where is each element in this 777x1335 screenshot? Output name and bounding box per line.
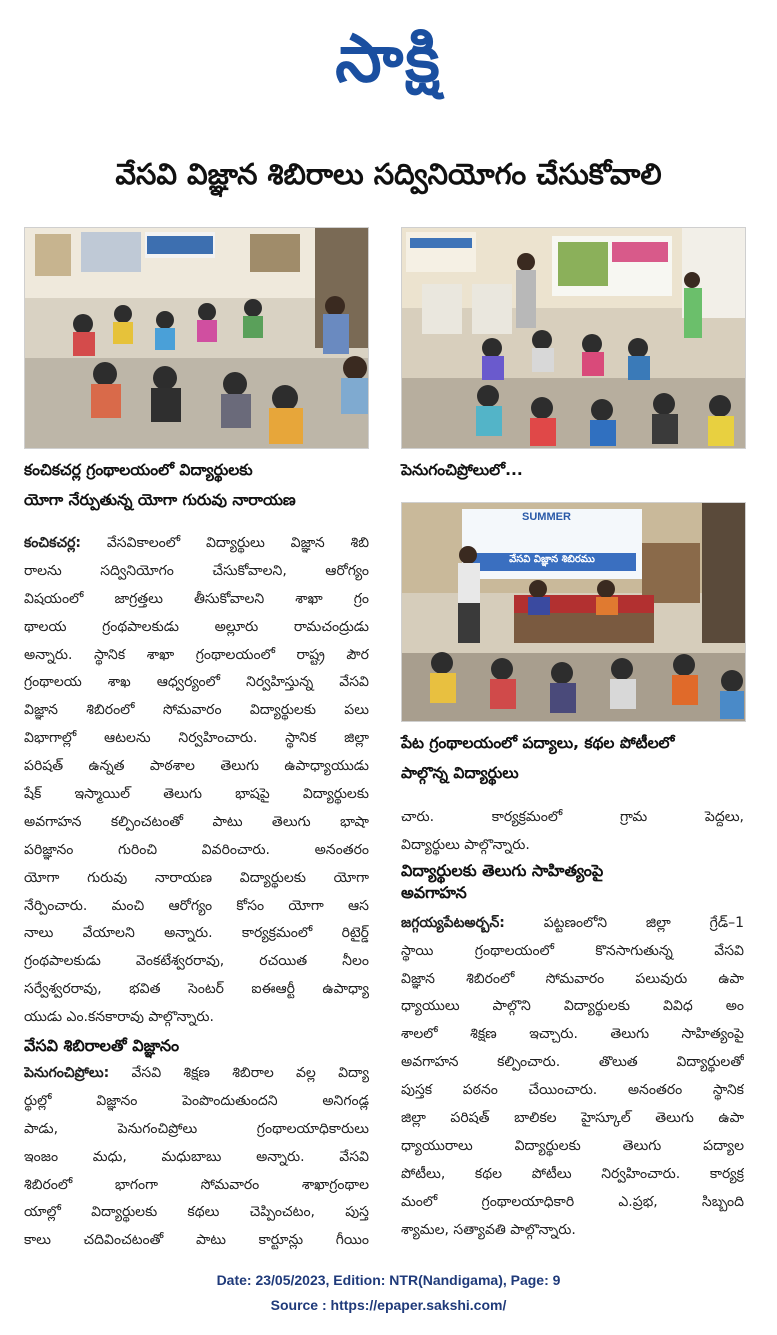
subhead-telugu-literature: విద్యార్థులకు తెలుగు సాహిత్యంపై bbox=[401, 860, 604, 880]
body-line: యాల్లో విద్యార్థులకు కథలు చెప్పించటం, పుస్త bbox=[24, 1204, 369, 1221]
caption-line: పెనుగంచిప్రోలులో... bbox=[401, 461, 523, 479]
body-line: పరిజ్ఞానం గురించి వివరించారు. అనంతరం bbox=[24, 841, 369, 858]
article-left-column bbox=[24, 530, 369, 1255]
body-line: కాలు చదివించటంతో పాటు కార్టూన్లు గీయిం bbox=[24, 1232, 369, 1249]
body-line: వేసవి శిక్షణ శిబిరాల వల్ల విద్యా bbox=[109, 1064, 369, 1081]
body-line: పరిషత్ ఉన్నత పాఠశాల తెలుగు ఉపాధ్యాయుడు bbox=[24, 758, 369, 775]
dateline-jaggayyapeta: జగ్గయ్యపేటఅర్బన్: bbox=[401, 914, 505, 931]
caption-penuganchiprolu bbox=[401, 455, 744, 485]
body-line: శ్యామల, సత్యావతి పాల్గొన్నారు. bbox=[401, 1221, 576, 1238]
dateline-kanchikacherla: కంచికచర్ల: bbox=[24, 535, 81, 551]
body-line: పుస్తక పఠనం చేయించారు. అనంతరం స్థానిక bbox=[401, 1082, 744, 1099]
sakshi-logo: సాక్షి bbox=[335, 20, 442, 97]
body-line: పోటీలు, కథల పోటీలు నిర్వహించారు. కార్యక్ర bbox=[401, 1165, 744, 1182]
banner-summer-text: SUMMER bbox=[522, 511, 571, 523]
body-line: రాలను సద్వినియోగం చేసుకోవాలని, ఆరోగ్యం bbox=[24, 562, 369, 579]
body-line: విద్యార్థులు పాల్గొన్నారు. bbox=[401, 836, 530, 853]
body-line: యుడు ఎం.కనకారావు పాల్గొన్నారు. bbox=[24, 1009, 214, 1026]
subhead-telugu-literature-2: అవగాహన bbox=[401, 882, 467, 902]
body-line: చారు. కార్యక్రమంలో గ్రామ పెద్దలు, bbox=[401, 809, 744, 825]
body-line: విజ్ఞాన శిబిరంలో సోమవారం విద్యార్థులకు పలు bbox=[24, 702, 369, 719]
body-line: అన్నారు. స్థానిక శాఖా గ్రంథాలయంలో రాష్ట్ర పౌర bbox=[24, 646, 369, 663]
body-line: పాడు, పెనుగంచిప్రోలు గ్రంథాలయాధికారులు bbox=[24, 1120, 369, 1137]
body-line: థాలయ గ్రంథపాలకుడు అల్లూరు రామచంద్రుడు bbox=[24, 618, 369, 635]
body-line: షేక్ ఇస్మాయిల్ తెలుగు భాషపై విద్యార్థులకు bbox=[24, 786, 369, 803]
body-line: సర్వేశ్వరరావు, భవిత సెంటర్ ఐఈఆర్టీ ఉపాధ్యా bbox=[24, 981, 369, 998]
photo-penuganchiprolu bbox=[401, 227, 746, 449]
body-line: అవగాహన కల్పించటంతో పాటు తెలుగు భాషా bbox=[24, 813, 369, 830]
body-line: విభాగాల్లో ఆటలను నిర్వహించారు. స్థానిక జిల్లా bbox=[24, 730, 369, 747]
dateline-penuganchiprolu: పెనుగంచిప్రోలు: bbox=[24, 1064, 110, 1081]
body-line: నేర్పించారు. మంచి ఆరోగ్యం కోసం యోగా ఆస bbox=[24, 897, 369, 914]
body-line: యోగా గురువు నారాయణ విద్యార్థులకు యోగా bbox=[24, 869, 369, 886]
body-line: ధ్యాయురాలు విద్యార్థులకు తెలుగు పద్యాల bbox=[401, 1137, 744, 1154]
body-line: విజ్ఞాన శిబిరంలో సోమవారం పలువురు ఉపా bbox=[401, 970, 744, 987]
body-line: జిల్లా పరిషత్ బాలికల హైస్కూల్ తెలుగు ఉపా bbox=[401, 1110, 744, 1127]
body-line: గ్రంథాలయ శాఖ ఆధ్వర్యంలో నిర్వహిస్తున్న వేసవి bbox=[24, 674, 369, 691]
banner-camp-title: వేసవి విజ్ఞాన శిబిరము bbox=[509, 554, 595, 565]
caption-line: పేట గ్రంథాలయంలో పద్యాలు, కథల పోటీలలో bbox=[401, 734, 675, 752]
caption-jaggayyapeta bbox=[401, 728, 761, 788]
body-line: గ్రంథపాలకుడు వెంకటేశ్వరరావు, రచయిత నీలం bbox=[24, 953, 369, 970]
body-line: నాలు వేయాలని అన్నారు. కార్యక్రమంలో రిటైర్డ్ bbox=[24, 925, 369, 942]
footer-source: Source : https://epaper.sakshi.com/ bbox=[270, 1297, 507, 1313]
caption-line: కంచికచర్ల గ్రంథాలయంలో విద్యార్థులకు bbox=[24, 461, 253, 479]
body-line: పట్టణంలోని జిల్లా గ్రేడ్–1 bbox=[504, 914, 744, 931]
body-line: ఇంజం మధు, మధుబాబు అన్నారు. వేసవి bbox=[24, 1148, 369, 1165]
caption-yoga bbox=[24, 455, 384, 515]
caption-line: పాల్గొన్న విద్యార్థులు bbox=[401, 764, 519, 782]
article-headline: వేసవి విజ్ఞాన శిబిరాలు సద్వినియోగం చేసుకోవాలి bbox=[115, 157, 662, 191]
body-line: శాలలో శిక్షణ ఇచ్చారు. తెలుగు సాహిత్యంపై bbox=[401, 1026, 744, 1043]
body-line: ర్థుల్లో విజ్ఞానం పెంపొందుతుందని అనిగండ్ల bbox=[24, 1092, 369, 1109]
body-line: వేసవికాలంలో విద్యార్థులు విజ్ఞాన శిబి bbox=[80, 535, 369, 551]
footer-date-edition: Date: 23/05/2023, Edition: NTR(Nandigama), Page: 9 bbox=[216, 1272, 561, 1288]
body-line: స్థాయి గ్రంథాలయంలో కొనసాగుతున్న వేసవి bbox=[401, 942, 744, 959]
photo-jaggayyapeta-competition bbox=[401, 502, 746, 722]
body-line: విషయంలో జాగ్రత్తలు తీసుకోవాలని శాఖా గ్రం bbox=[24, 590, 369, 607]
article-right-column bbox=[401, 804, 744, 1244]
caption-line: యోగా నేర్పుతున్న యోగా గురువు నారాయణ bbox=[24, 491, 296, 509]
masthead bbox=[0, 14, 777, 104]
body-line: శిబిరంలో భాగంగా సోమవారం శాఖాగ్రంథాల bbox=[24, 1176, 369, 1193]
body-line: ధ్యాయులు పాల్గొని విద్యార్థులకు వివిధ అం bbox=[401, 998, 744, 1015]
body-line: అవగాహన కల్పించారు. తొలుత విద్యార్థులతో bbox=[401, 1054, 744, 1071]
subhead-summer-camps: వేసవి శిబిరాలతో విజ్ఞానం bbox=[24, 1036, 180, 1056]
photo-yoga-class bbox=[24, 227, 369, 449]
body-line: మంలో గ్రంథాలయాధికారి ఎ.ప్రభ, సిబ్బంది bbox=[401, 1193, 744, 1210]
